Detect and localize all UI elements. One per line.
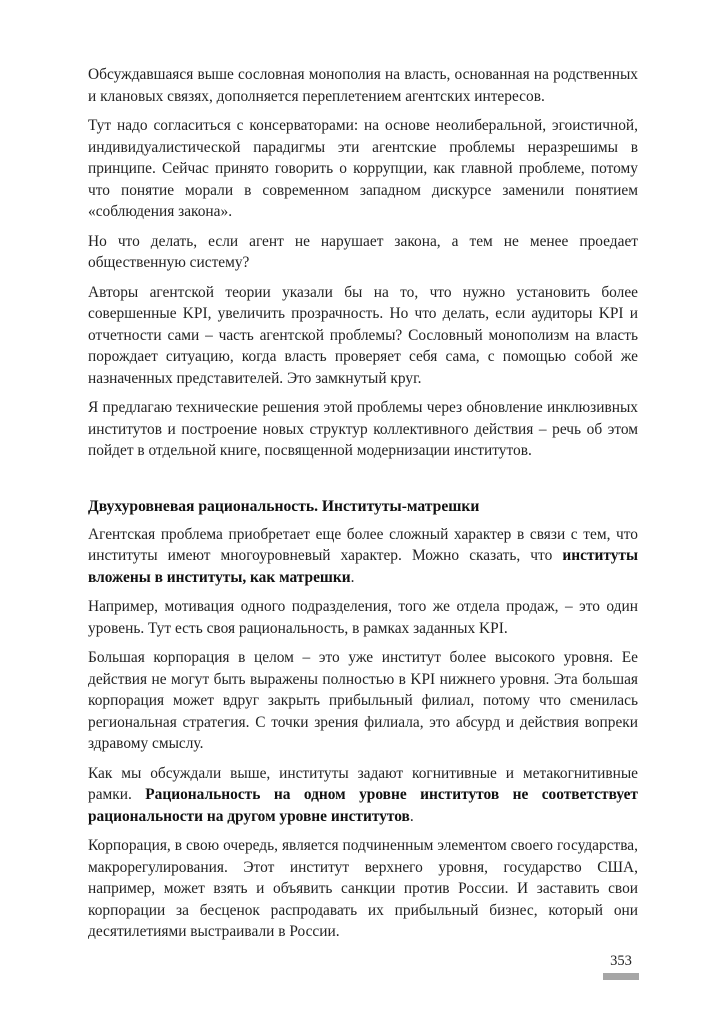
- paragraph: Тут надо согласиться с консерваторами: на основе неолиберальной, эгоистичной, индивидуалистической парадигмы эти агентские проблемы неразрешимы в принципе. Сейчас принято говорить о коррупции, как главной проблеме, потому что понятие морали в современном западном дискурсе заменили понятием «соблюдения закона».: [88, 117, 638, 220]
- paragraph: Авторы агентской теории указали бы на то, что нужно установить более совершенные KPI, увеличить прозрачность. Но что делать, если аудиторы KPI и отчетности сами – часть агентской проблемы? Сословный монополизм на власть порождает ситуацию, когда власть проверяет себя сама, с помощью собой же назначенных представителей. Это замкнутый круг.: [88, 283, 638, 387]
- paragraph: [88, 524, 638, 589]
- page-body: [88, 64, 638, 951]
- paragraph: Обсуждавшаяся выше сословная монополия на власть, основанная на родственных и клановых связях, дополняется переплетением агентских интересов.: [88, 66, 638, 105]
- page-number-bar: [603, 973, 639, 980]
- paragraph: Я предлагаю технические решения этой проблемы через обновление инклюзивных институтов и построение новых структур коллективного действия – речь об этом пойдет в отдельной книге, посвященной модернизации институтов.: [88, 399, 638, 459]
- paragraph-text: Агентская проблема приобретает еще более сложный характер в связи с тем, что институты имеют многоуровневый характер. Можно сказать, что: [88, 525, 638, 564]
- section-heading: Двухуровневая рациональность. Институты-матрешки: [88, 497, 480, 515]
- paragraph-text: Как мы обсуждали выше, институты задают когнитивные и метакогнитивные рамки.: [88, 764, 638, 803]
- page-footer: [603, 952, 639, 980]
- paragraph: Большая корпорация в целом – это уже институт более высокого уровня. Ее действия не могут быть выражены полностью в KPI нижнего уровня. Эта большая корпорация может вдруг закрыть прибыльный филиал, потому что сменилась региональная стратегия. С точки зрения филиала, это абсурд и действия вопреки здравому смыслу.: [88, 649, 638, 752]
- paragraph: Корпорация, в свою очередь, является подчиненным элементом своего государства, макрорегулирования. Этот институт верхнего уровня, государство США, например, может взять и объявить санкции против России. И заставить свои корпорации за бесценок распродавать их прибыльный бизнес, который они десятилетиями выстраивали в России.: [88, 837, 638, 940]
- paragraph: [88, 763, 638, 828]
- paragraph: Например, мотивация одного подразделения, того же отдела продаж, – это один уровень. Тут есть своя рациональность, в рамках заданных KPI.: [88, 598, 638, 637]
- emphasis-text: Рациональность на одном уровне институтов не соответствует рациональности на другом уровне институтов: [88, 786, 638, 825]
- paragraph-end: .: [350, 568, 355, 586]
- page-number: 353: [610, 953, 632, 969]
- emphasis-text: институты вложены в институты, как матрешки: [88, 547, 638, 586]
- paragraph-end: .: [409, 807, 414, 825]
- paragraph: Но что делать, если агент не нарушает закона, а тем не менее проедает общественную систему?: [88, 232, 638, 271]
